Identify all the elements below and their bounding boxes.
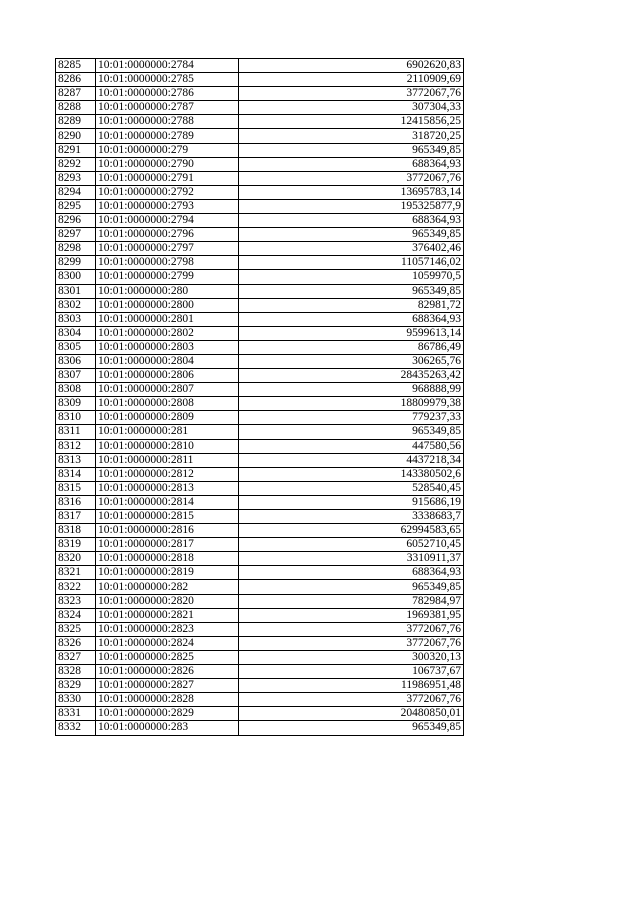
value-cell: 3772067,76	[239, 693, 464, 707]
row-number-cell: 8297	[56, 228, 96, 242]
row-number-cell: 8298	[56, 242, 96, 256]
table-row	[56, 143, 464, 157]
table-body	[56, 59, 464, 736]
table-row	[56, 608, 464, 622]
cadastral-number-cell: 10:01:0000000:2806	[96, 369, 239, 383]
row-number-cell: 8306	[56, 354, 96, 368]
row-number-cell: 8292	[56, 157, 96, 171]
row-number-cell: 8317	[56, 510, 96, 524]
value-cell: 6052710,45	[239, 538, 464, 552]
row-number-cell: 8330	[56, 693, 96, 707]
cadastral-number-cell: 10:01:0000000:2793	[96, 199, 239, 213]
cadastral-number-cell: 10:01:0000000:2796	[96, 228, 239, 242]
cadastral-number-cell: 10:01:0000000:2801	[96, 312, 239, 326]
value-cell: 11057146,02	[239, 256, 464, 270]
value-cell: 300320,13	[239, 650, 464, 664]
value-cell: 2110909,69	[239, 73, 464, 87]
row-number-cell: 8322	[56, 580, 96, 594]
value-cell: 965349,85	[239, 284, 464, 298]
table-row	[56, 538, 464, 552]
row-number-cell: 8300	[56, 270, 96, 284]
table-row	[56, 129, 464, 143]
row-number-cell: 8320	[56, 552, 96, 566]
value-cell: 965349,85	[239, 425, 464, 439]
cadastral-number-cell: 10:01:0000000:2811	[96, 453, 239, 467]
cadastral-number-cell: 10:01:0000000:2800	[96, 298, 239, 312]
table-row	[56, 157, 464, 171]
cadastral-number-cell: 10:01:0000000:2825	[96, 650, 239, 664]
cadastral-number-cell: 10:01:0000000:2810	[96, 439, 239, 453]
row-number-cell: 8316	[56, 495, 96, 509]
row-number-cell: 8326	[56, 636, 96, 650]
row-number-cell: 8331	[56, 707, 96, 721]
table-row	[56, 171, 464, 185]
row-number-cell: 8285	[56, 59, 96, 73]
table-row	[56, 411, 464, 425]
row-number-cell: 8314	[56, 467, 96, 481]
row-number-cell: 8324	[56, 608, 96, 622]
value-cell: 447580,56	[239, 439, 464, 453]
table-row	[56, 665, 464, 679]
value-cell: 86786,49	[239, 340, 464, 354]
cadastral-number-cell: 10:01:0000000:2829	[96, 707, 239, 721]
value-cell: 62994583,65	[239, 524, 464, 538]
row-number-cell: 8289	[56, 115, 96, 129]
row-number-cell: 8286	[56, 73, 96, 87]
table-row	[56, 199, 464, 213]
cadastral-number-cell: 10:01:0000000:2797	[96, 242, 239, 256]
table-row	[56, 580, 464, 594]
row-number-cell: 8319	[56, 538, 96, 552]
cadastral-number-cell: 10:01:0000000:2817	[96, 538, 239, 552]
row-number-cell: 8318	[56, 524, 96, 538]
cadastral-number-cell: 10:01:0000000:2798	[96, 256, 239, 270]
table-row	[56, 101, 464, 115]
value-cell: 9599613,14	[239, 326, 464, 340]
cadastral-number-cell: 10:01:0000000:2808	[96, 397, 239, 411]
table-row	[56, 312, 464, 326]
value-cell: 528540,45	[239, 481, 464, 495]
cadastral-number-cell: 10:01:0000000:282	[96, 580, 239, 594]
table-row	[56, 721, 464, 735]
cadastral-number-cell: 10:01:0000000:2814	[96, 495, 239, 509]
row-number-cell: 8327	[56, 650, 96, 664]
row-number-cell: 8325	[56, 622, 96, 636]
cadastral-number-cell: 10:01:0000000:2820	[96, 594, 239, 608]
row-number-cell: 8287	[56, 87, 96, 101]
value-cell: 782984,97	[239, 594, 464, 608]
table-row	[56, 59, 464, 73]
value-cell: 106737,67	[239, 665, 464, 679]
value-cell: 318720,25	[239, 129, 464, 143]
data-table	[55, 58, 464, 736]
table-row	[56, 439, 464, 453]
row-number-cell: 8310	[56, 411, 96, 425]
value-cell: 12415856,25	[239, 115, 464, 129]
row-number-cell: 8321	[56, 566, 96, 580]
cadastral-number-cell: 10:01:0000000:2792	[96, 185, 239, 199]
row-number-cell: 8290	[56, 129, 96, 143]
cadastral-number-cell: 10:01:0000000:279	[96, 143, 239, 157]
cadastral-number-cell: 10:01:0000000:2813	[96, 481, 239, 495]
table-row	[56, 495, 464, 509]
cadastral-number-cell: 10:01:0000000:2815	[96, 510, 239, 524]
value-cell: 688364,93	[239, 214, 464, 228]
row-number-cell: 8296	[56, 214, 96, 228]
row-number-cell: 8328	[56, 665, 96, 679]
row-number-cell: 8291	[56, 143, 96, 157]
row-number-cell: 8302	[56, 298, 96, 312]
table-row	[56, 242, 464, 256]
table-row	[56, 693, 464, 707]
row-number-cell: 8293	[56, 171, 96, 185]
value-cell: 307304,33	[239, 101, 464, 115]
row-number-cell: 8329	[56, 679, 96, 693]
value-cell: 20480850,01	[239, 707, 464, 721]
row-number-cell: 8294	[56, 185, 96, 199]
cadastral-number-cell: 10:01:0000000:281	[96, 425, 239, 439]
table-row	[56, 566, 464, 580]
row-number-cell: 8332	[56, 721, 96, 735]
cadastral-number-cell: 10:01:0000000:2823	[96, 622, 239, 636]
row-number-cell: 8308	[56, 383, 96, 397]
row-number-cell: 8315	[56, 481, 96, 495]
table-row	[56, 115, 464, 129]
cadastral-number-cell: 10:01:0000000:2804	[96, 354, 239, 368]
value-cell: 3772067,76	[239, 171, 464, 185]
cadastral-number-cell: 10:01:0000000:2816	[96, 524, 239, 538]
cadastral-number-cell: 10:01:0000000:2799	[96, 270, 239, 284]
value-cell: 18809979,38	[239, 397, 464, 411]
table-row	[56, 354, 464, 368]
table-row	[56, 284, 464, 298]
table-row	[56, 73, 464, 87]
row-number-cell: 8307	[56, 369, 96, 383]
cadastral-number-cell: 10:01:0000000:2821	[96, 608, 239, 622]
cadastral-number-cell: 10:01:0000000:2785	[96, 73, 239, 87]
table-row	[56, 397, 464, 411]
value-cell: 915686,19	[239, 495, 464, 509]
table-row	[56, 594, 464, 608]
cadastral-number-cell: 10:01:0000000:2809	[96, 411, 239, 425]
table-row	[56, 369, 464, 383]
table-row	[56, 467, 464, 481]
row-number-cell: 8304	[56, 326, 96, 340]
table-row	[56, 256, 464, 270]
table-row	[56, 636, 464, 650]
value-cell: 376402,46	[239, 242, 464, 256]
row-number-cell: 8313	[56, 453, 96, 467]
value-cell: 13695783,14	[239, 185, 464, 199]
cadastral-number-cell: 10:01:0000000:2791	[96, 171, 239, 185]
table-row	[56, 622, 464, 636]
row-number-cell: 8312	[56, 439, 96, 453]
cadastral-number-cell: 10:01:0000000:2818	[96, 552, 239, 566]
row-number-cell: 8309	[56, 397, 96, 411]
table-row	[56, 383, 464, 397]
cadastral-number-cell: 10:01:0000000:2784	[96, 59, 239, 73]
value-cell: 306265,76	[239, 354, 464, 368]
value-cell: 968888,99	[239, 383, 464, 397]
row-number-cell: 8305	[56, 340, 96, 354]
row-number-cell: 8301	[56, 284, 96, 298]
value-cell: 3772067,76	[239, 87, 464, 101]
cadastral-number-cell: 10:01:0000000:2828	[96, 693, 239, 707]
cadastral-number-cell: 10:01:0000000:2786	[96, 87, 239, 101]
row-number-cell: 8295	[56, 199, 96, 213]
cadastral-number-cell: 10:01:0000000:2826	[96, 665, 239, 679]
cadastral-number-cell: 10:01:0000000:2789	[96, 129, 239, 143]
value-cell: 965349,85	[239, 721, 464, 735]
cadastral-number-cell: 10:01:0000000:2803	[96, 340, 239, 354]
value-cell: 965349,85	[239, 228, 464, 242]
value-cell: 3772067,76	[239, 636, 464, 650]
value-cell: 1059970,5	[239, 270, 464, 284]
value-cell: 11986951,48	[239, 679, 464, 693]
cadastral-number-cell: 10:01:0000000:2802	[96, 326, 239, 340]
value-cell: 965349,85	[239, 143, 464, 157]
value-cell: 3338683,7	[239, 510, 464, 524]
value-cell: 3310911,37	[239, 552, 464, 566]
cadastral-number-cell: 10:01:0000000:283	[96, 721, 239, 735]
value-cell: 1969381,95	[239, 608, 464, 622]
table-row	[56, 340, 464, 354]
cadastral-number-cell: 10:01:0000000:2819	[96, 566, 239, 580]
value-cell: 688364,93	[239, 157, 464, 171]
value-cell: 3772067,76	[239, 622, 464, 636]
row-number-cell: 8288	[56, 101, 96, 115]
table-row	[56, 185, 464, 199]
cadastral-number-cell: 10:01:0000000:2794	[96, 214, 239, 228]
row-number-cell: 8299	[56, 256, 96, 270]
value-cell: 965349,85	[239, 580, 464, 594]
row-number-cell: 8323	[56, 594, 96, 608]
table-row	[56, 298, 464, 312]
table-row	[56, 679, 464, 693]
value-cell: 688364,93	[239, 566, 464, 580]
table-row	[56, 650, 464, 664]
table-row	[56, 481, 464, 495]
cadastral-number-cell: 10:01:0000000:2824	[96, 636, 239, 650]
table-row	[56, 214, 464, 228]
cadastral-number-cell: 10:01:0000000:2827	[96, 679, 239, 693]
table-row	[56, 228, 464, 242]
value-cell: 28435263,42	[239, 369, 464, 383]
cadastral-number-cell: 10:01:0000000:280	[96, 284, 239, 298]
table-row	[56, 87, 464, 101]
table-row	[56, 270, 464, 284]
cadastral-number-cell: 10:01:0000000:2807	[96, 383, 239, 397]
cadastral-number-cell: 10:01:0000000:2812	[96, 467, 239, 481]
table-row	[56, 425, 464, 439]
row-number-cell: 8303	[56, 312, 96, 326]
value-cell: 688364,93	[239, 312, 464, 326]
table-row	[56, 524, 464, 538]
cadastral-number-cell: 10:01:0000000:2790	[96, 157, 239, 171]
value-cell: 143380502,6	[239, 467, 464, 481]
row-number-cell: 8311	[56, 425, 96, 439]
value-cell: 82981,72	[239, 298, 464, 312]
table-row	[56, 453, 464, 467]
value-cell: 4437218,34	[239, 453, 464, 467]
value-cell: 6902620,83	[239, 59, 464, 73]
table-row	[56, 326, 464, 340]
value-cell: 195325877,9	[239, 199, 464, 213]
table-row	[56, 510, 464, 524]
table-row	[56, 707, 464, 721]
cadastral-number-cell: 10:01:0000000:2787	[96, 101, 239, 115]
value-cell: 779237,33	[239, 411, 464, 425]
cadastral-number-cell: 10:01:0000000:2788	[96, 115, 239, 129]
table-row	[56, 552, 464, 566]
